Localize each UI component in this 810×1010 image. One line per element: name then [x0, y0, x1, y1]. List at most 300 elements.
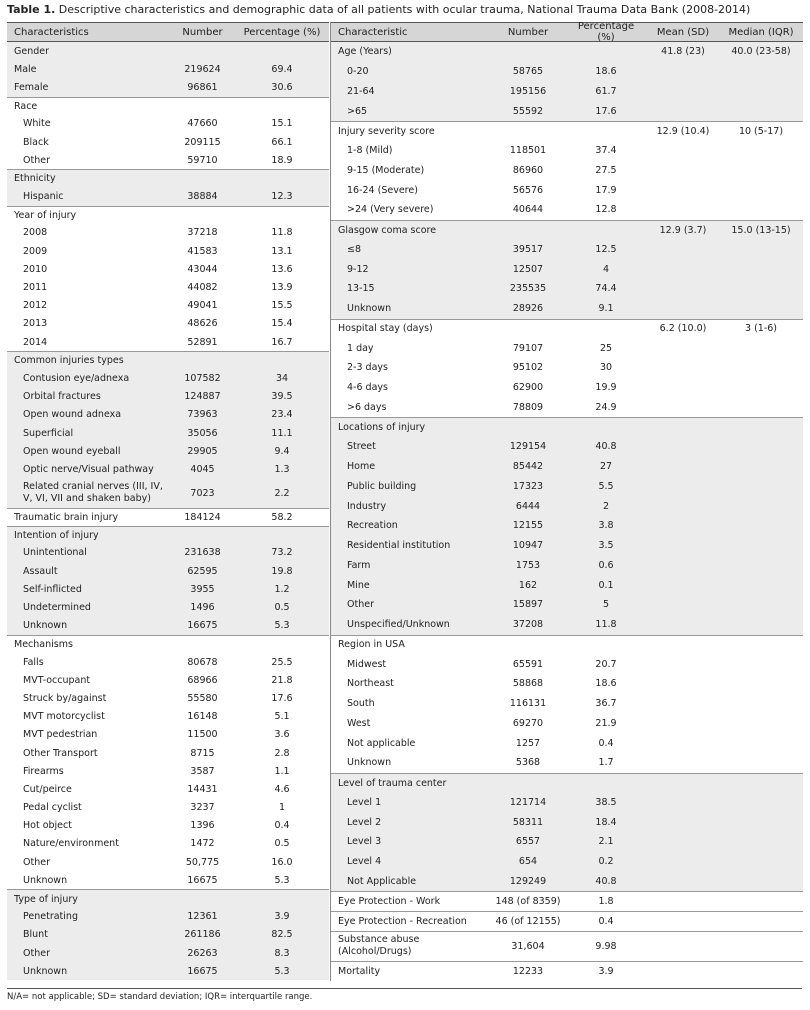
row-label: 0-20 — [347, 66, 369, 78]
table-row — [7, 278, 329, 296]
table-row — [331, 477, 803, 497]
row-label: Level 3 — [347, 836, 382, 848]
table-row — [7, 562, 329, 580]
row-percentage: 36.7 — [595, 698, 617, 710]
table-group-row — [7, 889, 329, 907]
row-number: 28926 — [512, 303, 544, 315]
row-percentage: 3.9 — [274, 911, 290, 923]
row-number: 16148 — [187, 711, 218, 723]
row-number: 62900 — [512, 382, 544, 394]
table-row — [7, 580, 329, 598]
row-percentage: 1.3 — [274, 463, 290, 475]
row-percentage: 2.2 — [274, 487, 290, 499]
row-label: Other — [347, 599, 374, 611]
table-row — [7, 762, 329, 780]
table-group-row — [331, 220, 803, 240]
row-percentage: 11.8 — [271, 227, 293, 239]
row-label: Falls — [23, 656, 44, 668]
row-percentage: 8.3 — [274, 947, 290, 959]
row-label: Eye Protection - Recreation — [338, 915, 467, 927]
table-bottom-rule — [7, 988, 802, 989]
row-number: 195156 — [509, 85, 547, 97]
row-label: Self-inflicted — [23, 583, 82, 595]
table-row — [331, 338, 803, 358]
row-number: 52891 — [187, 336, 218, 348]
row-number: 654 — [518, 856, 538, 868]
row-percentage: 5.3 — [274, 874, 290, 886]
row-percentage: 5.1 — [274, 711, 290, 723]
row-number: 1472 — [190, 838, 215, 850]
table-row — [7, 799, 329, 817]
row-number: 1753 — [515, 559, 541, 571]
table-row — [331, 714, 803, 734]
table-row — [7, 333, 329, 351]
row-percentage: 2.8 — [274, 747, 290, 759]
table-row — [331, 852, 803, 872]
row-percentage: 30 — [599, 362, 613, 374]
right-table-body — [331, 42, 803, 981]
table-group-row — [331, 42, 803, 62]
row-label: >65 — [347, 105, 368, 117]
row-number: 86960 — [512, 164, 544, 176]
table-row — [331, 496, 803, 516]
table-row — [331, 733, 803, 753]
row-number: 58765 — [512, 66, 544, 78]
row-percentage: 5 — [602, 599, 610, 611]
table-group-row — [331, 773, 803, 793]
row-percentage: 2.1 — [598, 836, 614, 848]
row-percentage: 13.6 — [271, 263, 293, 275]
row-percentage: 38.5 — [595, 796, 617, 808]
table-row — [7, 853, 329, 871]
table-row — [7, 442, 329, 460]
table-row — [7, 224, 329, 242]
row-label: Black — [23, 136, 49, 148]
row-percentage: 15.5 — [271, 300, 293, 312]
table-group-row — [331, 635, 803, 655]
row-percentage: 23.4 — [271, 409, 293, 421]
row-percentage: 21.8 — [271, 674, 293, 686]
table-row — [7, 369, 329, 387]
row-number: 17323 — [512, 480, 544, 492]
row-label: ≤8 — [347, 243, 362, 255]
row-mean-sd: 12.9 (3.7) — [659, 224, 707, 236]
row-percentage: 5.5 — [598, 480, 614, 492]
table-row — [331, 694, 803, 714]
row-number: 62595 — [187, 565, 218, 577]
footnote: N/A= not applicable; SD= standard deviation; IQR= interquartile range. — [7, 992, 313, 1002]
header-characteristic: Characteristic — [338, 26, 408, 38]
row-median-iqr: 15.0 (13-15) — [731, 224, 791, 236]
table-row — [7, 926, 329, 944]
row-percentage: 4 — [602, 263, 610, 275]
row-label: MVT-occupant — [23, 674, 91, 686]
row-number: 41583 — [187, 245, 218, 257]
row-percentage: 21.9 — [595, 717, 617, 729]
table-caption — [7, 2, 807, 18]
row-label: Unspecified/Unknown — [347, 619, 450, 631]
table-row — [7, 708, 329, 726]
row-number: 12507 — [512, 263, 544, 275]
row-percentage: 4.6 — [274, 783, 290, 795]
row-label: Level 2 — [347, 816, 382, 828]
row-label: 4-6 days — [347, 382, 388, 394]
table-group-row — [7, 635, 329, 653]
table-row — [7, 726, 329, 744]
row-number: 37218 — [187, 227, 218, 239]
table-caption-label: Table 1. — [7, 3, 56, 16]
row-number: 14431 — [187, 783, 218, 795]
row-label: Age (Years) — [338, 46, 392, 58]
table-row — [331, 240, 803, 260]
table-group-row — [331, 417, 803, 437]
row-percentage: 5.3 — [274, 965, 290, 977]
row-percentage: 34 — [275, 372, 289, 384]
row-label: 9-15 (Moderate) — [347, 164, 425, 176]
row-number: 3237 — [190, 802, 215, 814]
row-number: 107582 — [184, 372, 221, 384]
row-number: 43044 — [187, 263, 218, 275]
row-label: 2009 — [23, 245, 48, 257]
row-label: Assault — [23, 565, 58, 577]
row-label: Superficial — [23, 427, 74, 439]
row-label: 2-3 days — [347, 362, 388, 374]
left-table — [7, 22, 329, 980]
row-label: Ethnicity — [14, 173, 56, 185]
table-row — [7, 871, 329, 889]
table-row — [7, 297, 329, 315]
table-row — [331, 141, 803, 161]
row-number: 73963 — [187, 409, 218, 421]
row-number: 129249 — [509, 875, 547, 887]
row-number: 59710 — [187, 154, 218, 166]
row-percentage: 58.2 — [271, 511, 293, 523]
row-label: Midwest — [347, 658, 387, 670]
row-percentage: 66.1 — [271, 136, 293, 148]
table-row — [331, 259, 803, 279]
row-number: 5368 — [515, 757, 541, 769]
row-label: 16-24 (Severe) — [347, 184, 418, 196]
row-label: Recreation — [347, 520, 398, 532]
row-number: 118501 — [509, 145, 547, 157]
row-percentage: 39.5 — [271, 391, 293, 403]
row-number: 39517 — [512, 243, 544, 255]
row-percentage: 18.6 — [595, 678, 617, 690]
row-percentage: 13.9 — [271, 282, 293, 294]
row-number: 58868 — [512, 678, 544, 690]
row-number: 1257 — [515, 737, 541, 749]
left-table-header — [7, 22, 329, 42]
row-percentage: 13.1 — [271, 245, 293, 257]
row-label: Level 4 — [347, 856, 382, 868]
row-label: Firearms — [23, 765, 64, 777]
row-number: 44082 — [187, 282, 218, 294]
row-number: 3587 — [190, 765, 215, 777]
table-row — [7, 671, 329, 689]
row-number: 121714 — [509, 796, 547, 808]
row-label: Female — [14, 81, 49, 93]
table-row — [7, 962, 329, 980]
row-label: Open wound eyeball — [23, 445, 121, 457]
row-label: Contusion eye/adnexa — [23, 372, 130, 384]
table-row — [331, 575, 803, 595]
row-label: Public building — [347, 480, 417, 492]
row-number: 35056 — [187, 427, 218, 439]
row-label: Level of trauma center — [338, 777, 447, 789]
row-label: Mechanisms — [14, 638, 73, 650]
table-row — [7, 188, 329, 206]
row-label: Common injuries types — [14, 355, 124, 367]
row-number: 12361 — [187, 911, 218, 923]
table-row — [7, 544, 329, 562]
header-median-iqr: Median (IQR) — [728, 26, 794, 38]
row-number: 49041 — [187, 300, 218, 312]
row-percentage: 61.7 — [595, 85, 617, 97]
row-percentage: 12.8 — [595, 204, 617, 216]
row-label: Not Applicable — [347, 875, 417, 887]
table-row — [331, 180, 803, 200]
table-group-row — [7, 97, 329, 115]
row-mean-sd: 12.9 (10.4) — [656, 125, 710, 137]
row-median-iqr: 40.0 (23-58) — [731, 46, 791, 58]
row-percentage: 27 — [599, 461, 613, 473]
row-percentage: 0.5 — [274, 602, 290, 614]
row-percentage: 1.2 — [274, 583, 290, 595]
row-number: 116131 — [509, 698, 547, 710]
row-number: 85442 — [512, 461, 544, 473]
row-percentage: 9.98 — [595, 940, 617, 952]
row-label: White — [23, 118, 51, 130]
row-number: 6444 — [515, 500, 541, 512]
table-row — [331, 101, 803, 121]
table-row — [331, 62, 803, 82]
row-label: Other — [23, 856, 50, 868]
row-percentage: 3.6 — [274, 729, 290, 741]
row-percentage: 40.8 — [595, 875, 617, 887]
table-row — [331, 358, 803, 378]
row-percentage: 17.6 — [595, 105, 617, 117]
row-label: 13-15 — [347, 283, 375, 295]
row-number: 11500 — [187, 729, 218, 741]
row-median-iqr: 10 (5-17) — [738, 125, 784, 137]
row-label: South — [347, 698, 375, 710]
row-number: 50,775 — [185, 856, 220, 868]
row-label: Race — [14, 100, 38, 112]
row-number: 219624 — [184, 63, 221, 75]
row-number: 26263 — [187, 947, 218, 959]
row-label: Unknown — [347, 303, 392, 315]
header-mean-sd: Mean (SD) — [656, 26, 710, 38]
row-label: Male — [14, 63, 37, 75]
table-row — [7, 780, 329, 798]
row-percentage: 3.9 — [598, 965, 614, 977]
row-percentage: 24.9 — [595, 401, 617, 413]
row-number: 10947 — [512, 540, 544, 552]
row-number: 80678 — [187, 656, 218, 668]
row-percentage: 74.4 — [595, 283, 617, 295]
row-number: 235535 — [509, 283, 547, 295]
table-row — [331, 615, 803, 635]
table-group-row — [331, 319, 803, 339]
row-label: Street — [347, 441, 376, 453]
row-number: 65591 — [512, 658, 544, 670]
table-row — [7, 460, 329, 478]
row-number: 12233 — [512, 965, 544, 977]
row-label: Substance abuse (Alcohol/Drugs) — [338, 934, 420, 958]
row-label: Farm — [347, 559, 371, 571]
table-row — [7, 835, 329, 853]
row-percentage: 16.0 — [271, 856, 293, 868]
table-row — [331, 832, 803, 852]
row-percentage: 19.9 — [595, 382, 617, 394]
table-row — [331, 457, 803, 477]
row-label: Blunt — [23, 929, 48, 941]
row-label: Traumatic brain injury — [14, 511, 119, 523]
row-number: 48626 — [187, 318, 218, 330]
row-number: 58311 — [512, 816, 544, 828]
row-label: Level 1 — [347, 796, 382, 808]
row-label: Undetermined — [23, 602, 91, 614]
row-percentage: 40.8 — [595, 441, 617, 453]
left-table-body — [7, 42, 329, 980]
row-number: 129154 — [509, 441, 547, 453]
row-number: 55580 — [187, 692, 218, 704]
row-label: Hospital stay (days) — [338, 323, 433, 335]
row-number: 96861 — [187, 81, 218, 93]
row-label: Hispanic — [23, 191, 64, 203]
row-number: 8715 — [190, 747, 215, 759]
row-label: Nature/environment — [23, 838, 119, 850]
row-label: 1-8 (Mild) — [347, 145, 393, 157]
row-label: Injury severity score — [338, 125, 435, 137]
header-percentage: Percentage (%) — [577, 21, 635, 43]
row-percentage: 20.7 — [595, 658, 617, 670]
table-row — [331, 595, 803, 615]
row-percentage: 17.9 — [595, 184, 617, 196]
header-percentage: Percentage (%) — [243, 26, 321, 38]
row-label: MVT motorcyclist — [23, 711, 105, 723]
table-group-row — [331, 961, 803, 981]
table-row — [7, 598, 329, 616]
table-row — [7, 260, 329, 278]
row-label: Type of injury — [14, 893, 78, 905]
row-number: 231638 — [184, 547, 221, 559]
row-label: Struck by/against — [23, 692, 107, 704]
table-row — [331, 398, 803, 418]
row-label: Penetrating — [23, 911, 78, 923]
row-label: Related cranial nerves (III, IV, V, VI, VII and shaken baby) — [23, 481, 163, 504]
row-number: 4045 — [190, 463, 215, 475]
table-row — [331, 793, 803, 813]
row-label: Gender — [14, 45, 50, 57]
table-row — [7, 78, 329, 96]
row-percentage: 0.1 — [598, 579, 614, 591]
row-label: 2014 — [23, 336, 48, 348]
row-number: 1396 — [190, 820, 215, 832]
row-label: 1 day — [347, 342, 374, 354]
table-row — [331, 654, 803, 674]
row-label: Mortality — [338, 965, 381, 977]
row-percentage: 25 — [599, 342, 613, 354]
row-label: Orbital fractures — [23, 391, 101, 403]
table-row — [331, 556, 803, 576]
row-percentage: 69.4 — [271, 63, 293, 75]
right-table-header — [331, 22, 803, 42]
row-percentage: 73.2 — [271, 547, 293, 559]
row-number: 68966 — [187, 674, 218, 686]
table-row — [7, 60, 329, 78]
row-label: Locations of injury — [338, 422, 426, 434]
row-number: 16675 — [187, 874, 218, 886]
table-group-row — [7, 351, 329, 369]
row-label: Other — [23, 947, 50, 959]
table-row — [331, 161, 803, 181]
table-row — [331, 200, 803, 220]
table-row — [7, 133, 329, 151]
row-label: Cut/peirce — [23, 783, 72, 795]
row-label: 9-12 — [347, 263, 369, 275]
row-label: Not applicable — [347, 737, 416, 749]
row-number: 29905 — [187, 445, 218, 457]
row-label: West — [347, 717, 371, 729]
table-row — [7, 315, 329, 333]
table-group-row — [7, 526, 329, 544]
row-percentage: 1 — [278, 802, 286, 814]
row-label: 2010 — [23, 263, 48, 275]
table-row — [7, 653, 329, 671]
row-percentage: 27.5 — [595, 164, 617, 176]
row-number: 209115 — [184, 136, 221, 148]
table-row — [7, 424, 329, 442]
table-row — [331, 437, 803, 457]
table-row — [7, 388, 329, 406]
row-percentage: 1.8 — [598, 896, 614, 908]
row-label: >6 days — [347, 401, 387, 413]
row-label: Pedal cyclist — [23, 802, 82, 814]
table-group-row — [331, 121, 803, 141]
row-number: 78809 — [512, 401, 544, 413]
table-group-row — [331, 891, 803, 911]
row-percentage: 1.7 — [598, 757, 614, 769]
row-number: 1496 — [190, 602, 215, 614]
row-number: 40644 — [512, 204, 544, 216]
row-percentage: 0.4 — [274, 820, 290, 832]
row-percentage: 9.1 — [598, 303, 614, 315]
row-percentage: 0.4 — [598, 915, 614, 927]
table-group-row — [331, 911, 803, 931]
row-percentage: 3.8 — [598, 520, 614, 532]
row-label: Other Transport — [23, 747, 98, 759]
row-label: Unknown — [23, 965, 68, 977]
row-label: Unintentional — [23, 547, 87, 559]
table-group-row — [7, 42, 329, 60]
row-percentage: 15.1 — [271, 118, 293, 130]
row-percentage: 2 — [602, 500, 610, 512]
table-row — [331, 674, 803, 694]
row-number: 31,604 — [511, 940, 545, 952]
row-number: 55592 — [512, 105, 544, 117]
header-number: Number — [507, 26, 549, 38]
row-label: Eye Protection - Work — [338, 896, 441, 908]
table-row — [7, 479, 329, 508]
row-number: 162 — [518, 579, 538, 591]
row-label: Unknown — [347, 757, 392, 769]
header-characteristics: Characteristics — [14, 26, 89, 38]
row-number: 6557 — [515, 836, 541, 848]
row-label: 2013 — [23, 318, 48, 330]
row-number: 7023 — [190, 487, 215, 499]
row-number: 95102 — [512, 362, 544, 374]
